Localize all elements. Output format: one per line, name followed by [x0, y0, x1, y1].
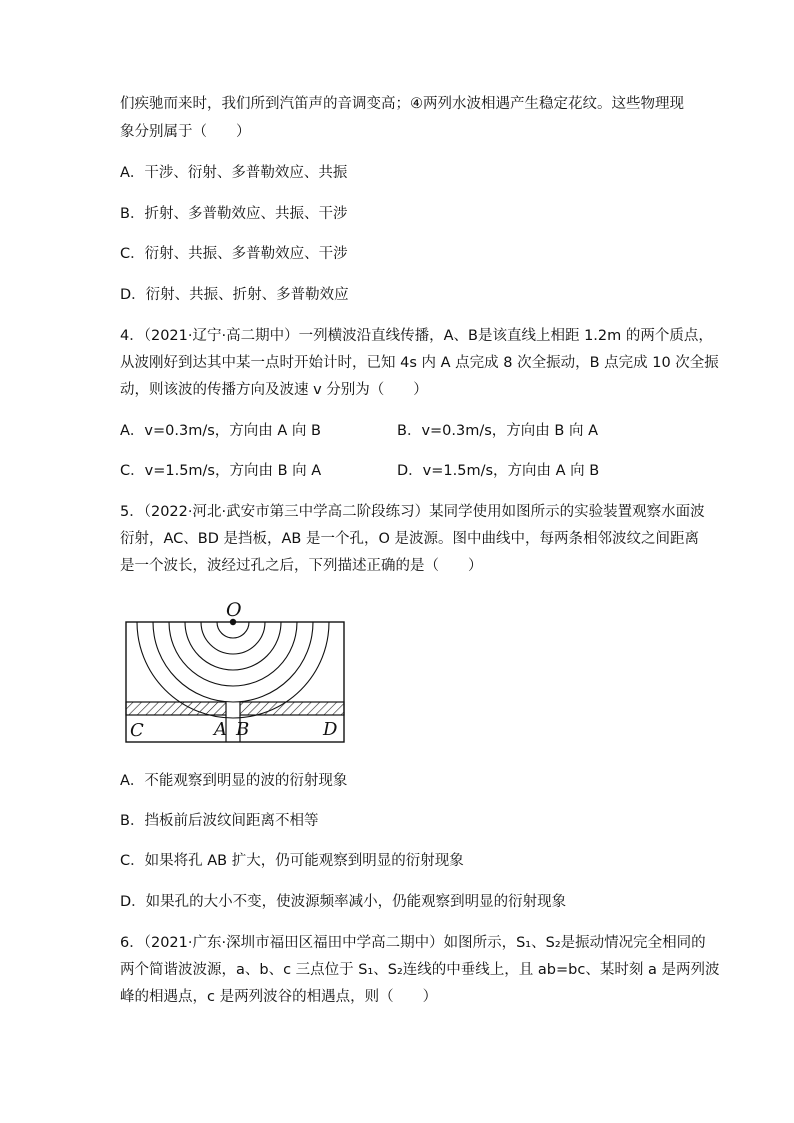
q4-stem-line-2: 从波刚好到达其中某一点时开始计时，已知 4s 内 A 点完成 8 次全振动，B 点完成 10 次全振: [120, 355, 719, 371]
q4-option-c: C．v=1.5m/s，方向由 B 向 A: [120, 463, 322, 479]
barrier-bd: [240, 702, 344, 715]
q3-option-d: D．衍射、共振、折射、多普勒效应: [120, 287, 349, 303]
q5-option-b: B．挡板前后波纹间距离不相等: [120, 813, 319, 829]
barrier-ac: [126, 702, 226, 715]
q3-stem-line-2: 象分别属于（ ）: [120, 124, 251, 140]
q5-stem-line-2: 衍射，AC、BD 是挡板，AB 是一个孔，O 是波源。图中曲线中，每两条相邻波纹之间距离: [120, 531, 700, 547]
label-o: O: [226, 599, 242, 621]
q4-option-a: A．v=0.3m/s，方向由 A 向 B: [120, 423, 321, 439]
diffraction-figure: [120, 596, 350, 752]
q5-option-a: A．不能观察到明显的波的衍射现象: [120, 773, 348, 789]
label-d: D: [323, 719, 338, 740]
q6-stem-line-2: 两个简谐波波源，a、b、c 三点位于 S₁、S₂连线的中垂线上，且 ab=bc、某时刻 a 是两列波: [120, 962, 720, 978]
q5-stem-line-1: 5．（2022·河北·武安市第三中学高二阶段练习）某同学使用如图所示的实验装置观察水面波: [120, 504, 705, 520]
q3-option-a: A．干涉、衍射、多普勒效应、共振: [120, 165, 348, 181]
label-b: B: [236, 719, 250, 740]
diffraction-diagram: [120, 596, 350, 748]
q4-option-d: D．v=1.5m/s，方向由 A 向 B: [397, 463, 600, 479]
q5-stem-line-3: 是一个波长，波经过孔之后，下列描述正确的是（ ）: [120, 558, 483, 574]
q6-stem-line-1: 6．（2021·广东·深圳市福田区福田中学高二期中）如图所示，S₁、S₂是振动情况完全相同的: [120, 935, 706, 951]
q5-option-d: D．如果孔的大小不变，使波源频率减小，仍能观察到明显的衍射现象: [120, 894, 567, 910]
q3-stem-line-1: 们疾驰而来时，我们所到汽笛声的音调变高；④两列水波相遇产生稳定花纹。这些物理现: [120, 96, 684, 112]
q3-option-b: B．折射、多普勒效应、共振、干涉: [120, 206, 348, 222]
q6-stem-line-3: 峰的相遇点，c 是两列波谷的相遇点，则（ ）: [120, 989, 438, 1005]
label-a: A: [214, 719, 227, 740]
label-c: C: [130, 720, 144, 741]
wavefront-5: [153, 622, 313, 702]
q3-option-c: C．衍射、共振、多普勒效应、干涉: [120, 246, 348, 262]
q4-option-b: B．v=0.3m/s，方向由 B 向 A: [397, 423, 598, 439]
q5-option-c: C．如果将孔 AB 扩大，仍可能观察到明显的衍射现象: [120, 853, 464, 869]
q4-stem-line-3: 动，则该波的传播方向及波速 v 分别为（ ）: [120, 382, 428, 398]
wavefront-3: [185, 622, 281, 670]
q4-stem-line-1: 4．（2021·辽宁·高二期中）一列横波沿直线传播，A、B是该直线上相距 1.2m 的两个质点，: [120, 328, 713, 344]
